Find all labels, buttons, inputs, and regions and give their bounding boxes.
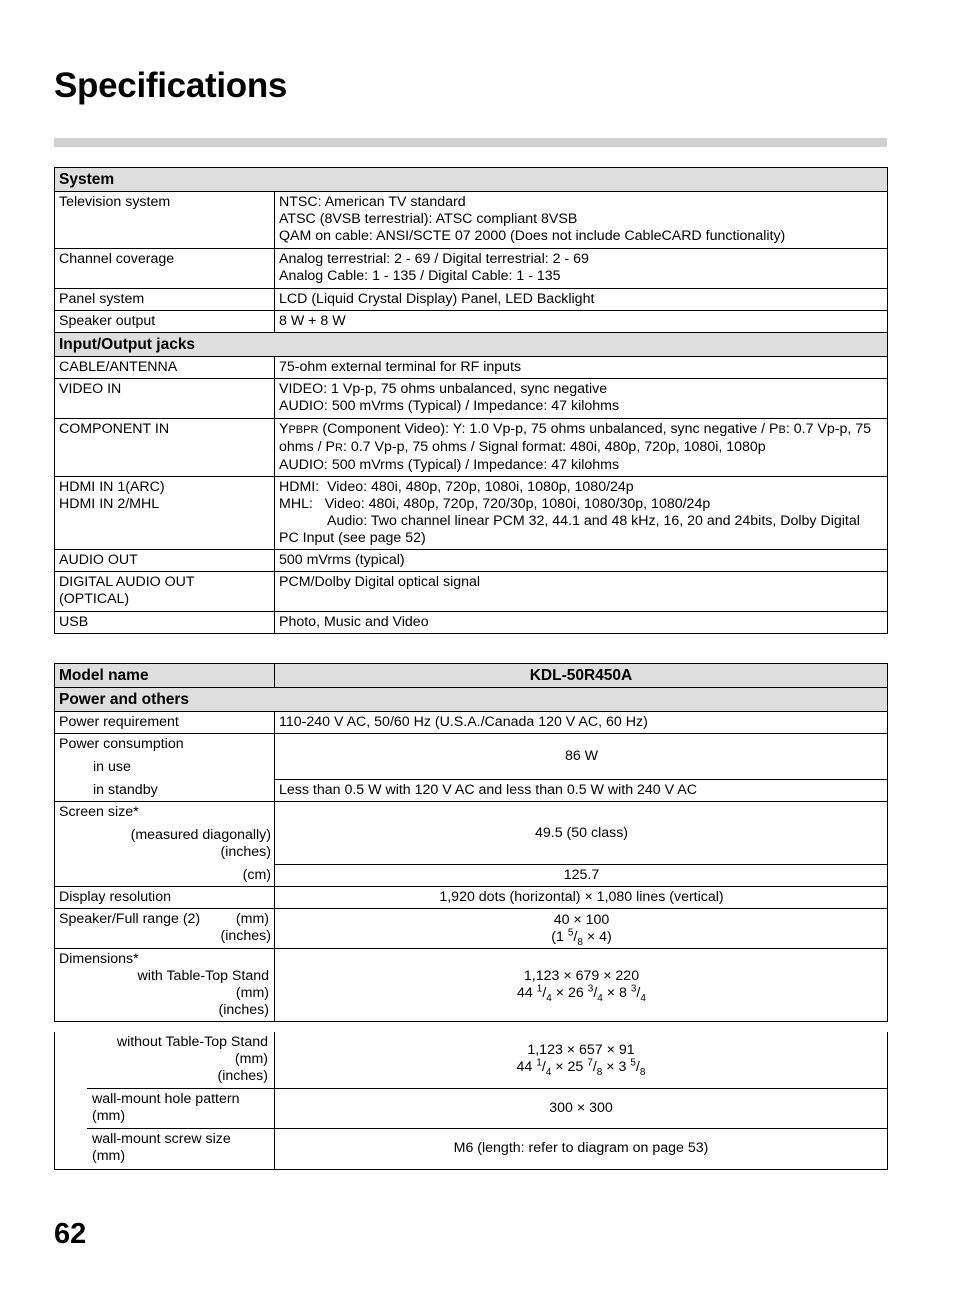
spec-label: Television system: [55, 192, 275, 249]
table-row: [55, 572, 888, 612]
spec-line: 44 $^1/_4 \times 26$ $^3/_4 \times 8$ $^3/_4$: [517, 983, 646, 1004]
spec-line: (OPTICAL): [59, 591, 130, 607]
spec-value: 75-ohm external terminal for RF inputs: [275, 357, 888, 379]
spec-line: 8 W + 8 W: [279, 313, 346, 329]
table-row: [55, 289, 888, 311]
spec-line: LCD (Liquid Crystal Display) Panel, LED Backlight: [279, 291, 595, 307]
spec-label: Power requirement: [55, 712, 275, 734]
spec-value: [275, 379, 888, 419]
spec-line: Screen size*: [59, 804, 139, 820]
spec-unit: (mm): [235, 911, 269, 927]
table-row: [55, 168, 888, 192]
table-row: [55, 664, 888, 688]
system-io-spec-table: [54, 167, 888, 634]
spec-label: Panel system: [55, 289, 275, 311]
table-row: [55, 311, 888, 333]
model-name-value: KDL-50R450A: [275, 664, 888, 688]
spec-text: : 0.7 Vp-p, 75 ohms / Signal format: 480i, 480p, 720p, 1080i, 1080p: [342, 439, 766, 455]
spec-value: [275, 419, 888, 477]
spec-value: PCM/Dolby Digital optical signal: [275, 572, 888, 612]
spec-line: Analog Cable: 1 - 135 / Digital Cable: 1 - 135: [279, 268, 561, 284]
table-row: [55, 249, 888, 289]
page-number: 62: [54, 1218, 87, 1250]
spec-text: PBPR: [288, 424, 319, 436]
spec-line: DIGITAL AUDIO OUT: [59, 574, 195, 590]
spec-line: 44 $^1/_4 \times 25$ $^7/_8 \times 3$ $^5/_8$: [516, 1057, 646, 1078]
spec-label: USB: [55, 612, 275, 634]
spec-line: (mm): [92, 1108, 126, 1124]
spec-line: wall-mount hole pattern: [92, 1091, 240, 1107]
io-header: Input/Output jacks: [55, 333, 888, 357]
fraction-numerator: 7: [587, 1057, 593, 1069]
spec-line: (mm): [234, 1051, 268, 1067]
spec-text: × 25: [551, 1059, 588, 1075]
fraction-denominator: 4: [545, 1066, 552, 1078]
spec-line: QAM on cable: ANSI/SCTE 07 2000 (Does not include CableCARD functionality): [279, 228, 786, 244]
table-row: [55, 612, 888, 634]
spec-line: 1,123 × 657 × 91: [527, 1042, 635, 1058]
spec-line: in use: [93, 759, 131, 775]
table-row: [55, 734, 888, 780]
fraction-denominator: 4: [640, 992, 646, 1004]
spec-value: 500 mVrms (typical): [275, 550, 888, 572]
spec-line: ATSC (8VSB terrestrial): ATSC compliant 8VSB: [279, 211, 578, 227]
spec-text: : 0.7 Vp-p, 75 ohms / P: [279, 421, 872, 455]
fraction-numerator: 1: [536, 983, 543, 995]
spec-label: Speaker output: [55, 311, 275, 333]
component-video-spec: [279, 421, 884, 457]
table-row: [55, 887, 888, 909]
spec-text: 44: [516, 1059, 537, 1075]
table-row: [55, 712, 888, 734]
spec-line: (mm): [235, 985, 269, 1001]
spec-line: without Table-Top Stand: [116, 1034, 268, 1050]
spec-value: 86 W: [275, 734, 888, 780]
dimensions-subtable: [54, 1032, 888, 1170]
fraction-numerator: 5: [567, 926, 574, 938]
spec-line: (cm): [242, 866, 271, 883]
table-row: [55, 477, 888, 550]
spec-line: with Table-Top Stand: [137, 968, 269, 984]
model-spec-table: [54, 663, 888, 1022]
fraction-denominator: 8: [639, 1066, 646, 1078]
power-header: Power and others: [55, 688, 888, 712]
spec-line: AUDIO: 500 mVrms (Typical) / Impedance: 47 kilohms: [279, 398, 620, 414]
spec-label: [92, 1131, 272, 1165]
fraction-numerator: 5: [630, 1057, 636, 1069]
fraction-denominator: 4: [597, 992, 603, 1004]
spec-label: Channel coverage: [55, 249, 275, 289]
spec-label: [55, 780, 275, 802]
table-row: [55, 865, 888, 887]
table-row: [55, 379, 888, 419]
spec-text: × 4): [582, 928, 612, 945]
spec-text: × 3: [602, 1059, 631, 1075]
spec-line: (inches): [218, 1002, 269, 1018]
spec-value: 1,920 dots (horizontal) × 1,080 lines (vertical): [275, 887, 888, 909]
table-row: [55, 550, 888, 572]
spec-value: [275, 909, 888, 949]
spec-text: (Component Video): Y: 1.0 Vp-p, 75 ohms unbalanced, sync negative / P: [318, 421, 779, 437]
spec-text: × 8: [602, 985, 631, 1001]
spec-line: HDMI IN 1(ARC): [59, 479, 165, 495]
spec-label: [55, 802, 275, 865]
table-row: [55, 333, 888, 357]
spec-line: (inches): [220, 844, 271, 860]
spec-text: B: [778, 424, 786, 436]
fraction-denominator: 8: [596, 1066, 603, 1078]
model-name-label: Model name: [55, 664, 275, 688]
spec-line: AUDIO: 500 mVrms (Typical) / Impedance: 47 kilohms: [279, 457, 620, 473]
spec-label: AUDIO OUT: [55, 550, 275, 572]
spec-line: PC Input (see page 52): [279, 530, 426, 546]
table-row: [55, 688, 888, 712]
spec-line: Speaker/Full range (2): [59, 911, 201, 927]
spec-line: Power consumption: [59, 736, 184, 752]
table-row: [55, 192, 888, 249]
fraction-numerator: 1: [536, 1057, 542, 1069]
spec-text: 44: [517, 985, 537, 1001]
table-row: [55, 357, 888, 379]
page-title: Specifications: [54, 66, 288, 105]
spec-line: in standby: [93, 781, 158, 798]
spec-line: MHL: Video: 480i, 480p, 720p, 720/30p, 1080i, 1080/30p, 1080/24p: [279, 496, 711, 512]
spec-value: [275, 1042, 887, 1076]
spec-text: × 26: [551, 985, 588, 1001]
fraction-numerator: 3: [587, 983, 594, 995]
spec-line: 1,123 × 679 × 220: [523, 968, 640, 984]
fraction-denominator: 4: [546, 992, 552, 1004]
spec-value: [275, 249, 888, 289]
spec-label: COMPONENT IN: [55, 419, 275, 477]
spec-label: [88, 1034, 268, 1085]
spec-label: [55, 909, 275, 949]
spec-value: [275, 289, 888, 311]
table-row: [55, 802, 888, 865]
spec-label: CABLE/ANTENNA: [55, 357, 275, 379]
system-header: System: [55, 168, 888, 192]
spec-line: NTSC: American TV standard: [279, 194, 466, 210]
spec-value: [275, 477, 888, 550]
spec-line: HDMI IN 2/MHL: [59, 496, 160, 512]
spec-value: [275, 311, 888, 333]
fraction-numerator: 3: [630, 983, 637, 995]
spec-text: Y: [279, 421, 289, 437]
spec-line: (inches): [220, 928, 271, 944]
spec-value: 125.7: [275, 865, 888, 887]
spec-line: Dimensions*: [59, 951, 139, 967]
spec-line: (measured diagonally): [130, 827, 271, 843]
spec-value: [275, 949, 888, 1022]
table-row: [55, 780, 888, 802]
spec-line: Analog terrestrial: 2 - 69 / Digital terrestrial: 2 - 69: [279, 251, 589, 267]
spec-line: wall-mount screw size: [92, 1131, 231, 1147]
spec-value: M6 (length: refer to diagram on page 53): [453, 1140, 709, 1156]
spec-label: [55, 734, 275, 780]
spec-label: [92, 1091, 272, 1125]
title-divider: [54, 138, 887, 147]
spec-value: [275, 192, 888, 249]
spec-label: [55, 865, 275, 887]
table-row: [55, 909, 888, 949]
spec-line: 40 × 100: [553, 911, 610, 928]
spec-label: [55, 477, 275, 550]
spec-label: VIDEO IN: [55, 379, 275, 419]
spec-label: [55, 572, 275, 612]
spec-value: 49.5 (50 class): [275, 802, 888, 865]
fraction-denominator: 8: [577, 936, 583, 948]
spec-value: 110-240 V AC, 50/60 Hz (U.S.A./Canada 120 V AC, 60 Hz): [275, 712, 888, 734]
spec-line: Audio: Two channel linear PCM 32, 44.1 and 48 kHz, 16, 20 and 24bits, Dolby Digital: [327, 513, 860, 529]
spec-value: Photo, Music and Video: [275, 612, 888, 634]
spec-label: Display resolution: [55, 887, 275, 909]
spec-text: (1: [551, 928, 568, 945]
spec-line: (1 $^5/_8 \times 4$): [551, 926, 612, 948]
spec-label: [55, 949, 275, 1022]
spec-line: (mm): [92, 1148, 126, 1164]
spec-line: VIDEO: 1 Vp-p, 75 ohms unbalanced, sync negative: [279, 381, 608, 397]
spec-line: HDMI: Video: 480i, 480p, 720p, 1080i, 1080p, 1080/24p: [279, 479, 634, 495]
spec-value: 300 × 300: [549, 1100, 613, 1116]
table-row: [55, 419, 888, 477]
spec-text: R: [334, 442, 343, 454]
spec-value: Less than 0.5 W with 120 V AC and less than 0.5 W with 240 V AC: [275, 780, 888, 802]
table-row: [55, 949, 888, 1022]
spec-line: (inches): [217, 1068, 268, 1084]
